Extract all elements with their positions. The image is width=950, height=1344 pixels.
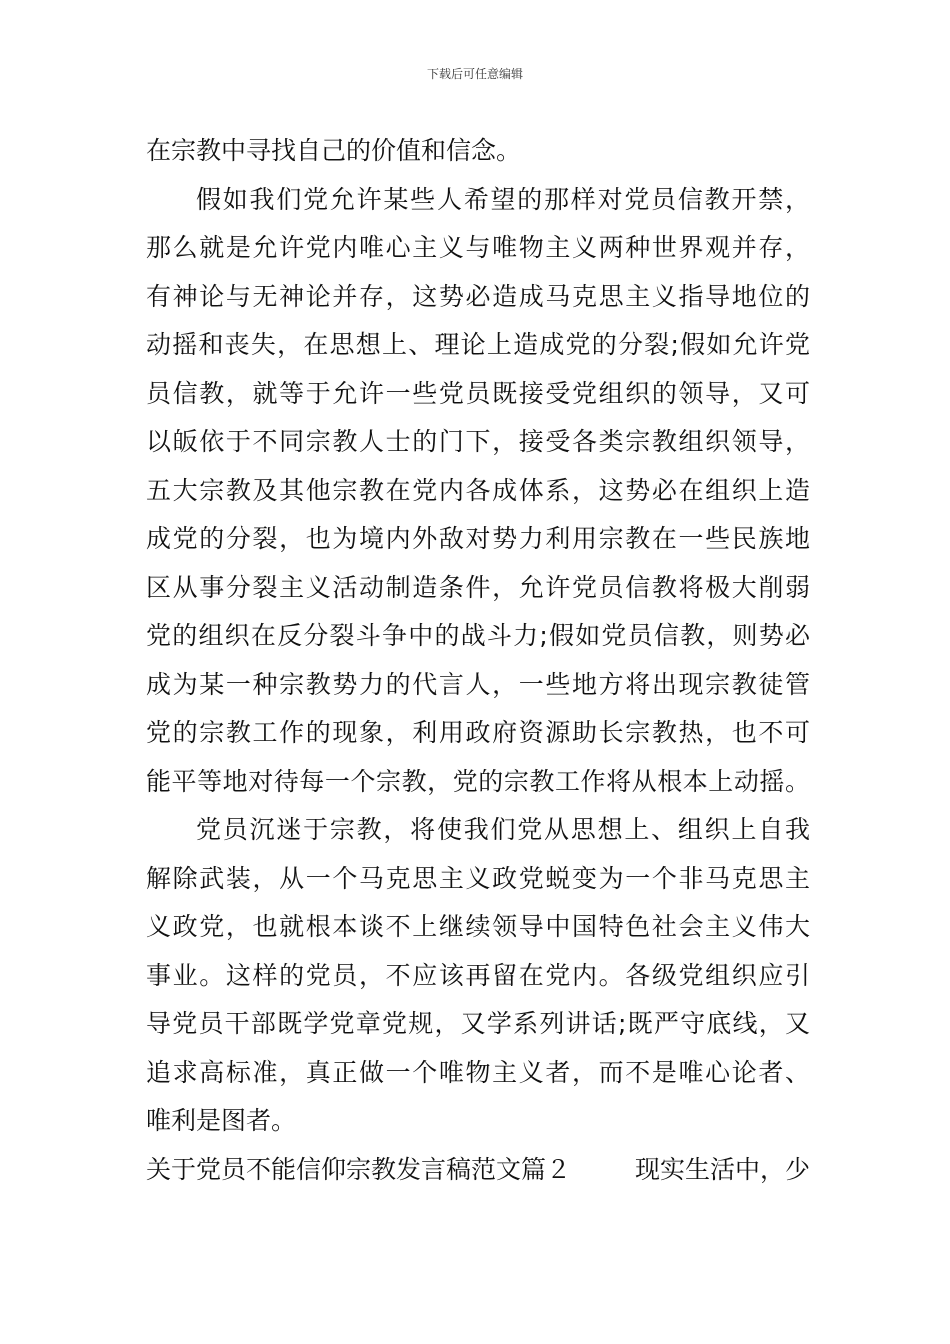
text-line: 五大宗教及其他宗教在党内各成体系，这势必在组织上造 [146, 475, 810, 505]
text-line: 员信教，就等于允许一些党员既接受党组织的领导，又可 [146, 378, 810, 408]
document-body [146, 127, 810, 1194]
text-line: 党的宗教工作的现象，利用政府资源助长宗教热，也不可 [146, 718, 810, 747]
paragraph-start-line: 假如我们党允许某些人希望的那样对党员信教开禁， [196, 184, 810, 214]
section-continuation-text: 现实生活中，少 [634, 1154, 810, 1184]
text-line: 以皈依于不同宗教人士的门下，接受各类宗教组织领导， [146, 427, 810, 456]
text-line: 动摇和丧失，在思想上、理论上造成党的分裂;假如允许党 [146, 330, 810, 359]
text-line: 追求高标准，真正做一个唯物主义者，而不是唯心论者、 [146, 1057, 810, 1087]
text-line: 那么就是允许党内唯心主义与唯物主义两种世界观并存， [146, 233, 810, 262]
text-line: 义政党，也就根本谈不上继续领导中国特色社会主义伟大 [146, 912, 810, 941]
paragraph-start-line: 党员沉迷于宗教，将使我们党从思想上、组织上自我 [196, 815, 810, 844]
text-line: 唯利是图者。 [146, 1106, 297, 1135]
text-line: 党的组织在反分裂斗争中的战斗力;假如党员信教，则势必 [146, 621, 810, 650]
section-heading-line [146, 1146, 810, 1195]
text-line: 解除武装，从一个马克思主义政党蜕变为一个非马克思主 [146, 863, 810, 893]
text-line: 有神论与无神论并存，这势必造成马克思主义指导地位的 [146, 281, 810, 311]
text-line: 区从事分裂主义活动制造条件，允许党员信教将极大削弱 [146, 572, 810, 602]
text-line: 成党的分裂，也为境内外敌对势力利用宗教在一些民族地 [146, 524, 810, 553]
text-line: 能平等地对待每一个宗教，党的宗教工作将从根本上动摇。 [146, 766, 810, 796]
text-line: 成为某一种宗教势力的代言人，一些地方将出现宗教徒管 [146, 669, 810, 699]
section-title: 关于党员不能信仰宗教发言稿范文篇２ [146, 1154, 572, 1184]
text-line: 事业。这样的党员，不应该再留在党内。各级党组织应引 [146, 960, 810, 990]
text-line: 导党员干部既学党章党规，又学系列讲话;既严守底线，又 [146, 1009, 810, 1038]
text-line: 在宗教中寻找自己的价值和信念。 [146, 136, 522, 165]
page-header: 下载后可任意编辑 [426, 67, 523, 81]
